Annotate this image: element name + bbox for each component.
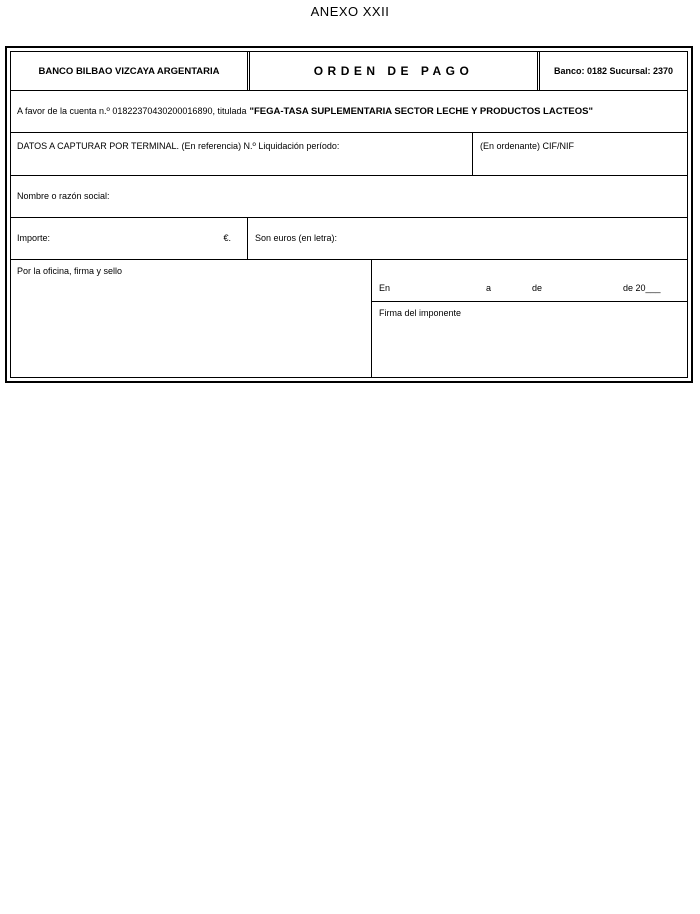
signature-row <box>11 260 687 377</box>
account-info <box>17 91 683 132</box>
date-en-label: En <box>379 283 391 293</box>
oficina-signature-field[interactable]: Por la oficina, firma y sello <box>17 266 123 276</box>
imponente-block <box>371 260 687 377</box>
bank-branch-code: Banco: 0182 Sucursal: 2370 <box>537 52 687 90</box>
cif-nif-field[interactable]: (En ordenante) CIF/NIF <box>472 133 687 175</box>
datos-field[interactable]: DATOS A CAPTURAR POR TERMINAL. (En referencia) N.º Liquidación período: <box>17 141 340 151</box>
firma-imponente-label[interactable]: Firma del imponente <box>379 308 462 318</box>
date-a-label: a <box>486 283 492 293</box>
account-prefix: A favor de la cuenta n.º 01822370430200016890, titulada <box>17 106 247 116</box>
date-year-label: de 20___ <box>623 283 661 293</box>
form-header-row <box>11 52 687 91</box>
date-line[interactable] <box>372 260 687 302</box>
bank-name: BANCO BILBAO VIZCAYA ARGENTARIA <box>38 65 220 77</box>
date-de-label: de <box>532 283 543 293</box>
account-row <box>11 91 687 133</box>
importe-row <box>11 218 687 260</box>
annex-title: ANEXO XXII <box>310 4 390 19</box>
son-euros-field[interactable]: Son euros (en letra): <box>247 218 687 259</box>
nombre-row <box>11 176 687 218</box>
nombre-field[interactable]: Nombre o razón social: <box>17 191 110 201</box>
datos-row <box>11 133 687 176</box>
account-title: "FEGA-TASA SUPLEMENTARIA SECTOR LECHE Y PRODUCTOS LACTEOS" <box>249 106 593 117</box>
order-title: ORDEN DE PAGO <box>247 52 537 90</box>
importe-label: Importe: <box>17 233 51 243</box>
euro-symbol: €. <box>223 233 231 243</box>
importe-field[interactable] <box>17 218 247 259</box>
form-inner-frame <box>10 51 688 378</box>
payment-order-form <box>5 46 693 383</box>
